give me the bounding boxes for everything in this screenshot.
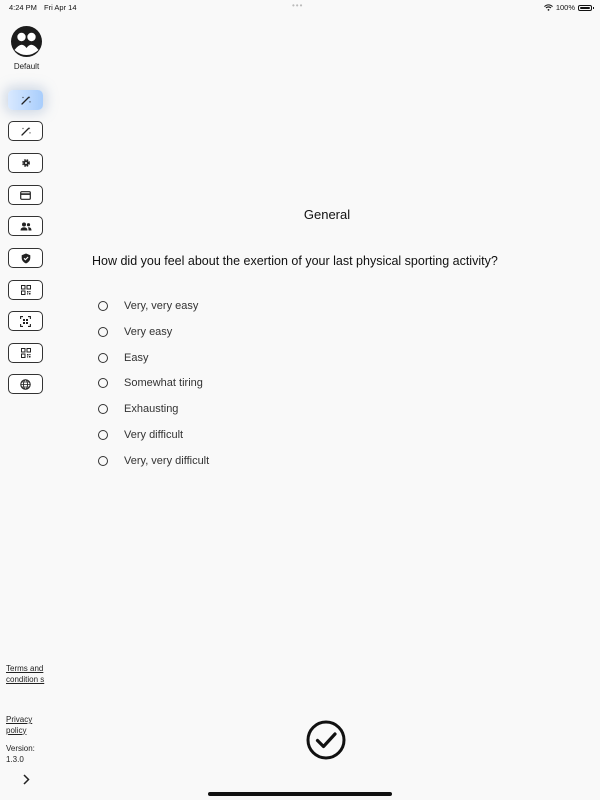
option-label: Very easy: [124, 326, 173, 338]
option-label: Very, very easy: [124, 300, 199, 312]
option-very-very-difficult[interactable]: [98, 451, 398, 471]
option-somewhat-tiring[interactable]: [98, 373, 398, 393]
version-label: Version:: [6, 744, 35, 753]
nav-item-security[interactable]: [8, 248, 43, 268]
globe-icon: [20, 379, 31, 390]
radio-button[interactable]: [98, 404, 108, 414]
wifi-icon: [544, 4, 553, 11]
radio-button[interactable]: [98, 353, 108, 363]
gear-icon: [21, 158, 31, 168]
option-very-very-easy[interactable]: [98, 296, 398, 316]
nav-item-qr-code-2[interactable]: [8, 343, 43, 363]
version-info: [6, 744, 46, 765]
page-title: General: [303, 207, 351, 222]
status-bar: [0, 0, 600, 14]
radio-button[interactable]: [98, 456, 108, 466]
status-time: 4:24 PM: [9, 3, 37, 12]
magic-wand-icon: [20, 95, 32, 105]
nav-item-qr-scan[interactable]: [8, 311, 43, 331]
option-label: Easy: [124, 352, 149, 364]
magic-wand-icon: [20, 126, 32, 136]
radio-button[interactable]: [98, 378, 108, 388]
submit-button[interactable]: [306, 720, 346, 760]
qr-scan-icon: [20, 316, 31, 327]
qr-code-icon: [21, 348, 31, 358]
option-label: Exhausting: [124, 403, 179, 415]
radio-button[interactable]: [98, 327, 108, 337]
credit-card-icon: [20, 191, 31, 200]
option-label: Somewhat tiring: [124, 377, 203, 389]
multitasking-dots-icon[interactable]: •••: [292, 1, 304, 10]
battery-percent: 100%: [555, 3, 575, 12]
terms-link[interactable]: Terms and condition s: [6, 664, 45, 684]
shield-check-icon: [21, 253, 31, 264]
check-circle-icon: [306, 720, 346, 760]
sidebar: [0, 0, 54, 800]
radio-button[interactable]: [98, 301, 108, 311]
version-value: 1.3.0: [6, 754, 24, 764]
user-group-icon: [11, 26, 42, 57]
option-very-easy[interactable]: [98, 322, 398, 342]
expand-sidebar-button[interactable]: [19, 772, 33, 786]
nav-item-language[interactable]: [8, 374, 43, 394]
option-label: Very, very difficult: [124, 455, 210, 467]
home-indicator[interactable]: [208, 792, 392, 796]
option-very-difficult[interactable]: [98, 425, 398, 445]
option-exhausting[interactable]: [98, 399, 398, 419]
privacy-link[interactable]: Privacy policy: [6, 715, 33, 735]
status-date: Fri Apr 14: [44, 3, 77, 12]
nav-item-qr-code[interactable]: [8, 280, 43, 300]
battery-icon: [578, 5, 592, 11]
qr-code-icon: [21, 285, 31, 295]
profile-label: Default: [13, 62, 40, 71]
nav-item-people[interactable]: [8, 216, 43, 236]
option-label: Very difficult: [124, 429, 184, 441]
nav-item-settings[interactable]: [8, 153, 43, 173]
option-easy[interactable]: [98, 348, 398, 368]
nav-item-magic[interactable]: [8, 121, 43, 141]
nav-item-payment[interactable]: [8, 185, 43, 205]
nav-item-magic-active[interactable]: [8, 90, 43, 110]
profile-avatar[interactable]: [11, 26, 42, 57]
radio-button[interactable]: [98, 430, 108, 440]
question-text: How did you feel about the exertion of your last physical sporting activity?: [92, 254, 498, 268]
people-icon: [20, 222, 32, 231]
chevron-right-icon: [22, 774, 30, 785]
